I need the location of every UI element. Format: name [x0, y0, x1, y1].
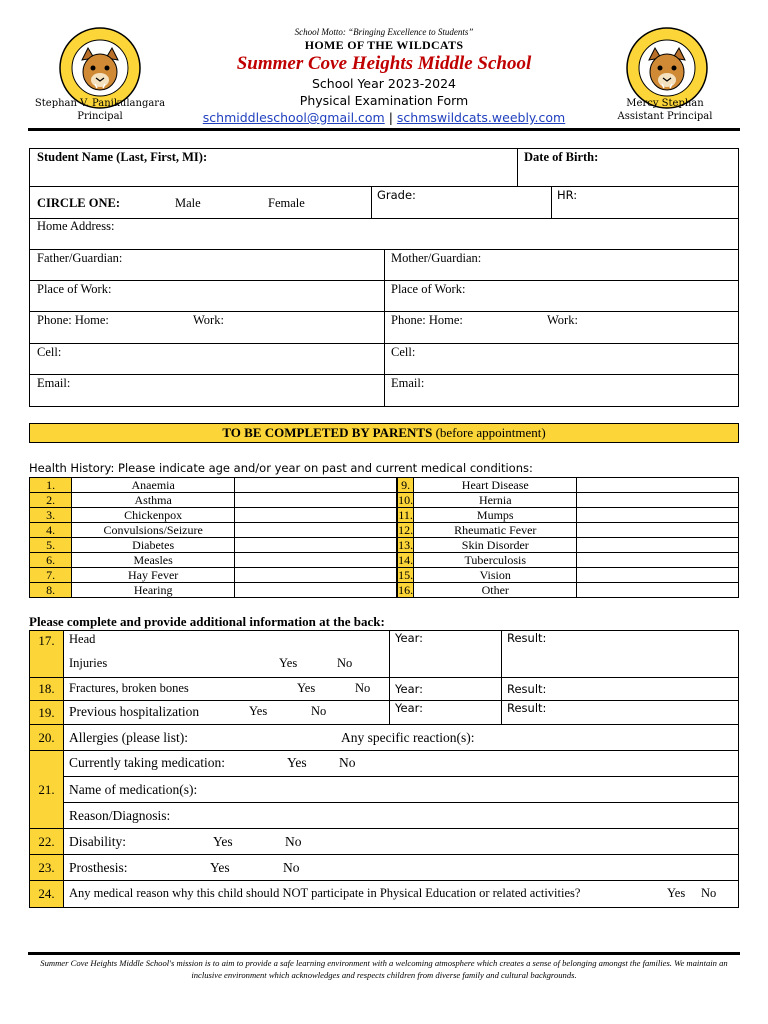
condition-answer-field[interactable] — [235, 538, 397, 553]
q23-cell — [64, 855, 739, 881]
condition-answer-field[interactable] — [577, 538, 739, 553]
health-history-row — [30, 538, 739, 553]
q23-label: Prosthesis: — [69, 859, 128, 875]
hr-label: HR: — [557, 188, 578, 202]
additional-info-heading: Please complete and provide additional information at the back: — [29, 614, 385, 629]
q19-result-field[interactable]: Result: — [502, 701, 739, 725]
assistant-principal-title: Assistant Principal — [617, 111, 713, 122]
header-divider — [28, 128, 740, 131]
condition-answer-field[interactable] — [235, 493, 397, 508]
q19-cell — [64, 701, 390, 725]
website-link[interactable]: schmswildcats.weebly.com — [396, 110, 566, 125]
health-history-row — [30, 508, 739, 523]
q17-injuries-label: Injuries — [69, 655, 108, 670]
gender-female[interactable]: Female — [268, 196, 305, 210]
parents-banner-bold: TO BE COMPLETED BY PARENTS — [222, 425, 433, 440]
health-history-row — [30, 478, 739, 493]
condition-name: Rheumatic Fever — [414, 523, 577, 538]
q19-label: Previous hospitalization — [69, 703, 200, 719]
q21-yes[interactable]: Yes — [287, 754, 307, 770]
condition-answer-field[interactable] — [577, 478, 739, 493]
principal-block — [20, 97, 180, 123]
condition-name: Tuberculosis — [414, 553, 577, 568]
q21-reason-field[interactable]: Reason/Diagnosis: — [64, 803, 739, 829]
health-history-row — [30, 583, 739, 598]
condition-name: Skin Disorder — [414, 538, 577, 553]
q24-yes[interactable]: Yes — [667, 885, 686, 900]
father-email-label: Email: — [37, 376, 71, 390]
mission-statement: Summer Cove Heights Middle School's mission is to aim to provide a safe learning environment with a welcoming atmosphere which creates a sense of belonging amongst the families. We maintain an inclusive environment which acknowledges and respects children from diverse family and cultural backgrounds. — [40, 958, 728, 980]
email-link[interactable]: schmiddleschool@gmail.com — [202, 110, 385, 125]
additional-info-table — [29, 630, 739, 908]
condition-answer-field[interactable] — [235, 523, 397, 538]
link-separator: | — [384, 110, 397, 125]
father-work-place-label: Place of Work: — [37, 282, 112, 296]
q22-label: Disability: — [69, 833, 126, 849]
q23-no[interactable]: No — [283, 859, 300, 875]
condition-number: 6. — [30, 553, 72, 568]
condition-name: Vision — [414, 568, 577, 583]
parents-banner-note: (before appointment) — [432, 425, 546, 440]
row-divider — [29, 311, 739, 312]
q18-yes[interactable]: Yes — [297, 680, 316, 695]
gender-male[interactable]: Male — [175, 196, 201, 210]
condition-answer-field[interactable] — [577, 583, 739, 598]
q18-no[interactable]: No — [355, 680, 371, 695]
condition-name: Hearing — [72, 583, 235, 598]
q18-year-field[interactable]: Year: — [390, 678, 502, 701]
condition-answer-field[interactable] — [235, 508, 397, 523]
q24-number: 24. — [30, 881, 64, 908]
condition-number: 14. — [398, 553, 414, 567]
condition-name: Measles — [72, 553, 235, 568]
condition-answer-field[interactable] — [235, 553, 397, 568]
condition-number: 2. — [30, 493, 72, 508]
student-name-label: Student Name (Last, First, MI): — [37, 150, 208, 164]
condition-name: Anaemia — [72, 478, 235, 493]
health-history-table — [29, 477, 739, 598]
q21-medication-name-field[interactable]: Name of medication(s): — [64, 777, 739, 803]
condition-name: Chickenpox — [72, 508, 235, 523]
q24-cell — [64, 881, 739, 908]
q23-yes[interactable]: Yes — [210, 859, 230, 875]
condition-number: 3. — [30, 508, 72, 523]
q18-number: 18. — [30, 678, 64, 701]
condition-number: 7. — [30, 568, 72, 583]
father-phone-home-label: Phone: Home: — [37, 313, 109, 327]
q17-yes[interactable]: Yes — [279, 655, 298, 670]
condition-name: Heart Disease — [414, 478, 577, 493]
q20-allergies-label: Allergies (please list): — [69, 729, 188, 745]
q19-no[interactable]: No — [311, 703, 327, 718]
condition-name: Mumps — [414, 508, 577, 523]
q20-cell[interactable] — [64, 725, 739, 751]
mother-guardian-label: Mother/Guardian: — [391, 251, 482, 265]
father-phone-work-label: Work: — [193, 313, 224, 327]
row-divider — [29, 280, 739, 281]
condition-answer-field[interactable] — [577, 508, 739, 523]
condition-answer-field[interactable] — [577, 568, 739, 583]
condition-name: Hernia — [414, 493, 577, 508]
mother-phone-work-label: Work: — [547, 313, 578, 327]
q20-reaction-label: Any specific reaction(s): — [341, 729, 475, 745]
health-history-row — [30, 493, 739, 508]
school-name: Summer Cove Heights Middle School — [236, 53, 532, 74]
father-guardian-label: Father/Guardian: — [37, 251, 123, 265]
q20-number: 20. — [30, 725, 64, 751]
q22-number: 22. — [30, 829, 64, 855]
condition-answer-field[interactable] — [235, 568, 397, 583]
condition-number: 13. — [398, 538, 414, 552]
assistant-principal-name: Mercy Stephan — [626, 98, 704, 109]
circle-one-label: CIRCLE ONE: — [37, 196, 120, 210]
condition-number: 1. — [30, 478, 72, 493]
q22-cell — [64, 829, 739, 855]
form-title: Physical Examination Form — [299, 93, 469, 108]
health-history-row — [30, 523, 739, 538]
condition-name: Hay Fever — [72, 568, 235, 583]
mother-section — [384, 249, 739, 407]
condition-number: 5. — [30, 538, 72, 553]
assistant-principal-block — [590, 97, 740, 123]
q21-taking-cell — [64, 751, 739, 777]
hr-field[interactable] — [551, 186, 739, 219]
principal-name: Stephan V. Panikulangara — [34, 98, 166, 109]
condition-name: Asthma — [72, 493, 235, 508]
q24-label: Any medical reason why this child should NOT participate in Physical Education or related activities? — [69, 885, 581, 900]
condition-answer-field[interactable] — [235, 478, 397, 493]
q18-label: Fractures, broken bones — [69, 680, 189, 695]
condition-number: 11. — [398, 508, 413, 522]
home-address-field[interactable] — [29, 218, 739, 250]
health-history-row — [30, 553, 739, 568]
q17-year-field[interactable]: Year: — [390, 631, 502, 678]
q22-yes[interactable]: Yes — [213, 833, 233, 849]
school-year: School Year 2023-2024 — [311, 76, 457, 91]
mother-cell-label: Cell: — [391, 345, 416, 359]
condition-number: 10. — [398, 493, 414, 507]
q22-no[interactable]: No — [285, 833, 302, 849]
condition-answer-field[interactable] — [577, 493, 739, 508]
condition-number: 15. — [398, 568, 414, 582]
principal-title: Principal — [77, 111, 123, 122]
q21-no[interactable]: No — [339, 754, 356, 770]
condition-name: Convulsions/Seizure — [72, 523, 235, 538]
condition-number: 12. — [398, 523, 414, 537]
q19-number: 19. — [30, 701, 64, 725]
q18-result-field[interactable]: Result: — [502, 678, 739, 701]
q24-no[interactable]: No — [701, 885, 717, 900]
mother-work-place-label: Place of Work: — [391, 282, 466, 296]
condition-name: Diabetes — [72, 538, 235, 553]
condition-number: 8. — [30, 583, 72, 598]
grade-label: Grade: — [377, 188, 416, 202]
q23-number: 23. — [30, 855, 64, 881]
home-of-wildcats: HOME OF THE WILDCATS — [304, 38, 464, 52]
footer-divider — [28, 952, 740, 955]
home-address-label: Home Address: — [37, 219, 115, 233]
health-history-row — [30, 568, 739, 583]
q18-cell — [64, 678, 390, 701]
q17-result-field[interactable]: Result: — [502, 631, 739, 678]
q17-number: 17. — [30, 631, 64, 678]
row-divider — [29, 343, 739, 344]
condition-number: 9. — [397, 478, 414, 493]
q17-no[interactable]: No — [337, 655, 353, 670]
dob-label: Date of Birth: — [524, 150, 599, 164]
condition-number: 4. — [30, 523, 72, 538]
q17-head-label: Head — [69, 631, 96, 646]
condition-answer-field[interactable] — [577, 523, 739, 538]
condition-answer-field[interactable] — [235, 583, 397, 598]
mother-email-label: Email: — [391, 376, 425, 390]
mother-phone-home-label: Phone: Home: — [391, 313, 463, 327]
q19-year-field[interactable]: Year: — [390, 701, 502, 725]
condition-answer-field[interactable] — [577, 553, 739, 568]
father-section — [29, 249, 385, 407]
father-cell-label: Cell: — [37, 345, 62, 359]
q19-yes[interactable]: Yes — [249, 703, 268, 718]
q21-number: 21. — [30, 751, 64, 829]
school-motto: School Motto: “Bringing Excellence to Students” — [294, 27, 474, 37]
condition-name: Other — [414, 583, 577, 598]
q17-cell — [64, 631, 390, 678]
parents-banner — [29, 423, 739, 443]
health-history-intro: Health History: Please indicate age and/or year on past and current medical conditions: — [29, 461, 533, 475]
q21-taking-label: Currently taking medication: — [69, 754, 225, 770]
row-divider — [29, 374, 739, 375]
condition-number: 16. — [398, 583, 414, 597]
